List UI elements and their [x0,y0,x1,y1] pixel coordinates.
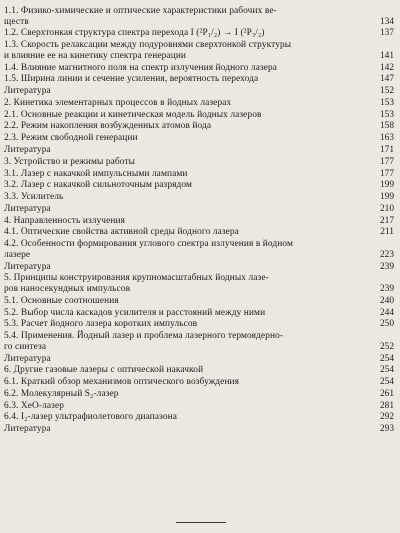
toc-entry-title: 2.1. Основные реакции и кинетическая модель йодных лазеров [4,109,262,120]
toc-entry-title: Литература [4,261,51,272]
toc-entry [4,157,394,168]
toc-entry-page: 137 [379,28,394,39]
toc-entry-title: Литература [4,203,51,214]
toc-entry [4,28,394,39]
toc-entry-title: 4.2. Особенности формирования углового спектра излучения в йодном лазере [4,239,294,260]
toc-entry-title: 5.3. Расчет йодного лазера коротких импульсов [4,319,198,330]
toc-entry-title: 3. Устройство и режимы работы [4,156,136,167]
toc-entry-page: 250 [379,319,394,330]
toc-entry [4,180,394,191]
toc-entry-title: 4. Направленность излучения [4,215,126,226]
footer-rule [176,522,226,523]
toc-entry-page: 141 [379,50,394,61]
toc-entry-title: 5.1. Основные соотношения [4,295,119,306]
toc-entry-title: 6.3. XeO-лазер [4,400,65,411]
toc-entry-page: 153 [379,97,394,108]
toc-entry-title: 3.2. Лазер с накачкой сильноточным разрядом [4,180,193,191]
toc-entry [4,98,394,109]
toc-entry [4,401,394,412]
toc-entry [4,412,394,423]
toc-entry-title: Литература [4,424,51,435]
toc-entry-page: 158 [379,121,394,132]
toc-entry [4,204,394,215]
toc-entry [4,262,394,273]
toc-entry-page: 134 [379,16,394,27]
toc-entry [4,319,394,330]
toc-entry-page: 254 [379,377,394,388]
toc-entry-title: Литература [4,86,51,97]
toc-entry [4,239,394,260]
toc-entry-title: 4.1. Оптические свойства активной среды йодного лазера [4,227,239,238]
toc-entry [4,63,394,74]
toc-entry-title: 2.3. Режим свободной генерации [4,133,138,144]
toc-entry-page: 239 [379,261,394,272]
toc-entry [4,40,394,61]
toc-entry-page: 147 [379,74,394,85]
toc-entry-title: 1.2. Сверхтонкая структура спектра перехода I (²P₁/₂) → I (²P₃/₂) [4,28,265,39]
table-of-contents [4,6,394,436]
toc-entry-title: 5. Принципы конструирования крупномасштабных йодных лазе- ров наносекундных импульсов [4,273,269,294]
toc-entry-title: Литература [4,145,51,155]
toc-entry [4,192,394,203]
toc-entry-page: 199 [379,192,394,203]
toc-entry [4,169,394,180]
toc-entry [4,331,394,352]
toc-entry [4,110,394,121]
toc-entry [4,86,394,97]
toc-entry-page: 177 [379,168,394,179]
toc-entry [4,133,394,144]
toc-entry-title: 6. Другие газовые лазеры с оптической накачкой [4,365,204,376]
toc-entry-title: 3.1. Лазер с накачкой импульсными лампами [4,168,188,179]
toc-entry-title: Литература [4,353,51,364]
toc-entry [4,365,394,376]
toc-entry-page: 252 [379,341,394,352]
toc-entry-page: 142 [379,62,394,73]
toc-entry-page: 223 [379,249,394,260]
toc-entry-page: 293 [379,424,394,435]
toc-entry-title: 5.2. Выбор числа каскадов усилителя и расстояний между ними [4,307,266,318]
toc-entry [4,273,394,294]
toc-entry-title: 6.4. I₂-лазер ультрафиолетового диапазона [4,412,178,423]
toc-entry [4,145,394,156]
toc-entry-title: 6.2. Молекулярный S₂-лазер [4,388,119,399]
toc-entry-title: 3.3. Усилитель [4,192,64,203]
toc-entry-page: 254 [379,365,394,376]
toc-entry-page: 153 [379,109,394,120]
toc-entry-page: 254 [379,353,394,364]
toc-entry-page: 240 [379,295,394,306]
toc-entry [4,424,394,435]
toc-entry [4,216,394,227]
toc-entry-page: 210 [379,203,394,214]
toc-entry [4,354,394,365]
toc-entry-title: 1.3. Скорость релаксации между подуровнями сверхтонкой структуры и влияние ее на кинетику спектра генерации [4,40,292,61]
toc-entry [4,377,394,388]
toc-entry-page: 244 [379,307,394,318]
toc-entry [4,308,394,319]
toc-entry-title: 2.2. Режим накопления возбужденных атомов йода [4,121,212,132]
toc-entry [4,74,394,85]
toc-entry [4,6,394,27]
toc-entry-page: 177 [379,156,394,167]
toc-entry-page: 163 [379,133,394,144]
toc-entry-title: 1.5. Ширина линии и сечение усиления, вероятность перехода [4,74,259,85]
toc-entry [4,389,394,400]
toc-entry-page: 211 [380,227,394,238]
toc-entry-title: 1.4. Влияние магнитного поля на спектр излучения йодного лазера [4,62,278,73]
toc-entry-page: 152 [379,86,394,97]
toc-entry-page: 261 [379,388,394,399]
toc-entry-title: 1.1. Физико-химические и оптические характеристики рабочих ве- ществ [4,6,277,27]
toc-entry-page: 239 [379,284,394,294]
toc-entry-page: 199 [379,180,394,191]
toc-entry-title: 6.1. Краткий обзор механизмов оптического возбуждения [4,377,240,388]
toc-entry [4,296,394,307]
toc-entry-title: 2. Кинетика элементарных процессов в йодных лазерах [4,97,232,108]
toc-entry [4,121,394,132]
toc-entry-page: 171 [379,145,394,155]
toc-entry-page: 292 [379,412,394,423]
toc-entry-title: 5.4. Применения. Йодный лазер и проблема лазерного термоядерно- го синтеза [4,331,284,352]
toc-entry [4,227,394,238]
toc-entry-page: 281 [379,400,394,411]
toc-entry-page: 217 [379,215,394,226]
